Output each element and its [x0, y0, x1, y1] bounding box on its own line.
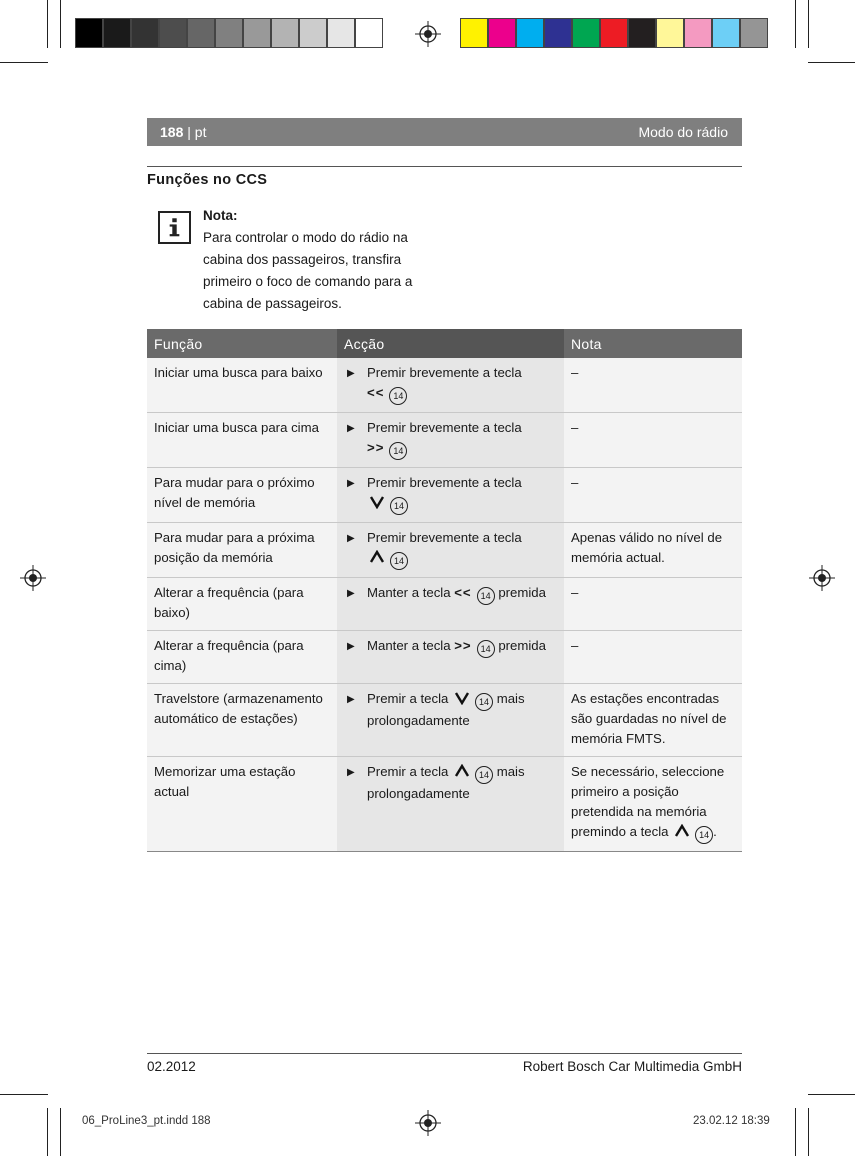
action-text: Manter a tecla [367, 585, 451, 600]
note-cell-text: – [571, 365, 579, 380]
action-text: Premir brevemente a tecla [367, 475, 522, 490]
registration-mark-icon [20, 565, 46, 591]
info-icon [158, 211, 191, 244]
color-swatch [299, 18, 327, 48]
page-number-area [160, 124, 206, 140]
step-bullet-icon: ▶ [347, 533, 355, 544]
header-divider [147, 166, 742, 167]
cell-acao [337, 631, 564, 684]
color-swatch [488, 18, 516, 48]
cell-acao [337, 358, 564, 413]
color-swatch [600, 18, 628, 48]
color-swatch [460, 18, 488, 48]
cell-funcao: Para mudar para o próximo nível de memória [147, 468, 337, 523]
chevron-down-icon [369, 495, 385, 509]
note-cell-text: – [571, 475, 579, 490]
registration-mark-icon [809, 565, 835, 591]
color-swatch [215, 18, 243, 48]
crop-mark [808, 1094, 855, 1095]
crop-mark [795, 1108, 796, 1156]
color-swatch [712, 18, 740, 48]
color-swatch [544, 18, 572, 48]
key-reference-badge: 14 [389, 442, 407, 460]
page-number: 188 [160, 124, 184, 140]
action-suffix-text: premida [498, 638, 546, 653]
key-reference-badge: 14 [695, 826, 713, 844]
cell-acao [337, 468, 564, 523]
color-swatch [131, 18, 159, 48]
table-row [147, 413, 742, 468]
step-bullet-icon: ▶ [347, 588, 355, 599]
table-row [147, 523, 742, 578]
cell-nota [564, 413, 742, 468]
table-row [147, 757, 742, 852]
language-code: | pt [187, 124, 207, 140]
seek-back-key: << [454, 585, 472, 600]
crop-mark [0, 1094, 48, 1095]
seek-forward-key: >> [454, 638, 472, 653]
registration-mark-icon [415, 1110, 441, 1136]
key-reference-badge: 14 [477, 587, 495, 605]
crop-mark [808, 0, 809, 48]
cell-funcao: Alterar a frequência (para cima) [147, 631, 337, 684]
note-text: Para controlar o modo do rádio na cabina dos passageiros, transfira primeiro o foco de comando para a cabina de passageiros. [203, 230, 413, 311]
column-header-funcao: Função [147, 329, 337, 358]
slug-datetime: 23.02.12 18:39 [693, 1115, 770, 1127]
key-reference-badge: 14 [475, 766, 493, 784]
cell-nota [564, 631, 742, 684]
crop-mark [808, 62, 855, 63]
key-reference-badge: 14 [389, 387, 407, 405]
color-swatch [159, 18, 187, 48]
slug-filename: 06_ProLine3_pt.indd 188 [82, 1115, 211, 1127]
column-header-acao: Acção [337, 329, 564, 358]
cell-acao [337, 684, 564, 757]
action-suffix-text: mais prolongadamente [367, 764, 525, 801]
step-bullet-icon: ▶ [347, 694, 355, 705]
key-reference-badge: 14 [475, 693, 493, 711]
color-swatch [684, 18, 712, 48]
process-color-bar [460, 18, 768, 48]
cell-nota [564, 684, 742, 757]
table-row [147, 684, 742, 757]
footer-company: Robert Bosch Car Multimedia GmbH [522, 1059, 742, 1074]
note-label: Nota: [203, 208, 238, 223]
color-swatch [327, 18, 355, 48]
step-bullet-icon: ▶ [347, 641, 355, 652]
key-reference-badge: 14 [390, 552, 408, 570]
crop-mark [47, 0, 48, 48]
crop-mark [0, 62, 48, 63]
chevron-up-icon [454, 764, 470, 778]
chevron-down-icon [454, 691, 470, 705]
action-suffix-text: premida [498, 585, 546, 600]
color-swatch [572, 18, 600, 48]
cell-acao [337, 578, 564, 631]
cell-nota [564, 757, 742, 852]
cell-acao [337, 523, 564, 578]
action-text: Premir a tecla [367, 764, 449, 779]
chapter-title: Modo do rádio [638, 124, 728, 140]
column-header-nota: Nota [564, 329, 742, 358]
gray-color-bar [75, 18, 383, 48]
crop-mark [808, 1108, 809, 1156]
cell-funcao: Iniciar uma busca para baixo [147, 358, 337, 413]
crop-mark [47, 1108, 48, 1156]
table-row [147, 631, 742, 684]
cell-nota [564, 523, 742, 578]
note-box [203, 205, 433, 315]
note-cell-text: – [571, 420, 579, 435]
color-swatch [355, 18, 383, 48]
seek-back-key: << [367, 385, 385, 400]
color-swatch [740, 18, 768, 48]
registration-mark-icon [415, 21, 441, 47]
cell-funcao: Memorizar uma estação actual [147, 757, 337, 852]
action-text: Premir brevemente a tecla [367, 530, 522, 545]
action-text: Premir brevemente a tecla [367, 420, 522, 435]
cell-nota [564, 358, 742, 413]
crop-mark [795, 0, 796, 48]
cell-funcao: Alterar a frequência (para baixo) [147, 578, 337, 631]
functions-table [147, 329, 742, 852]
table-row [147, 578, 742, 631]
seek-forward-key: >> [367, 440, 385, 455]
step-bullet-icon: ▶ [347, 478, 355, 489]
color-swatch [243, 18, 271, 48]
cell-nota [564, 468, 742, 523]
table-row [147, 358, 742, 413]
cell-acao [337, 757, 564, 852]
color-swatch [516, 18, 544, 48]
cell-funcao: Para mudar para a próxima posição da memória [147, 523, 337, 578]
footer-date: 02.2012 [147, 1059, 196, 1074]
crop-mark [60, 1108, 61, 1156]
color-swatch [271, 18, 299, 48]
note-cell-text: – [571, 638, 579, 653]
cell-acao [337, 413, 564, 468]
color-swatch [656, 18, 684, 48]
key-reference-badge: 14 [390, 497, 408, 515]
note-cell-text: Apenas válido no nível de memória actual. [571, 530, 723, 565]
note-cell-suffix: . [713, 824, 717, 839]
chevron-up-icon [369, 550, 385, 564]
step-bullet-icon: ▶ [347, 767, 355, 778]
key-reference-badge: 14 [477, 640, 495, 658]
color-swatch [187, 18, 215, 48]
action-text: Manter a tecla [367, 638, 451, 653]
action-suffix-text: mais prolongadamente [367, 691, 525, 728]
cell-funcao: Travelstore (armazenamento automático de estações) [147, 684, 337, 757]
cell-funcao: Iniciar uma busca para cima [147, 413, 337, 468]
table-header-row [147, 329, 742, 358]
color-swatch [75, 18, 103, 48]
crop-mark [60, 0, 61, 48]
note-cell-text: Se necessário, seleccione primeiro a posição pretendida na memória premindo a tecla [571, 764, 725, 839]
color-swatch [628, 18, 656, 48]
action-text: Premir a tecla [367, 691, 449, 706]
step-bullet-icon: ▶ [347, 368, 355, 379]
footer-divider [147, 1053, 742, 1054]
note-cell-text: As estações encontradas são guardadas no nível de memória FMTS. [571, 691, 727, 746]
page-header [147, 118, 742, 146]
section-title: Funções no CCS [147, 172, 268, 188]
action-text: Premir brevemente a tecla [367, 365, 522, 380]
step-bullet-icon: ▶ [347, 423, 355, 434]
table-row [147, 468, 742, 523]
cell-nota [564, 578, 742, 631]
color-swatch [103, 18, 131, 48]
chevron-up-icon [674, 824, 690, 838]
note-cell-text: – [571, 585, 579, 600]
